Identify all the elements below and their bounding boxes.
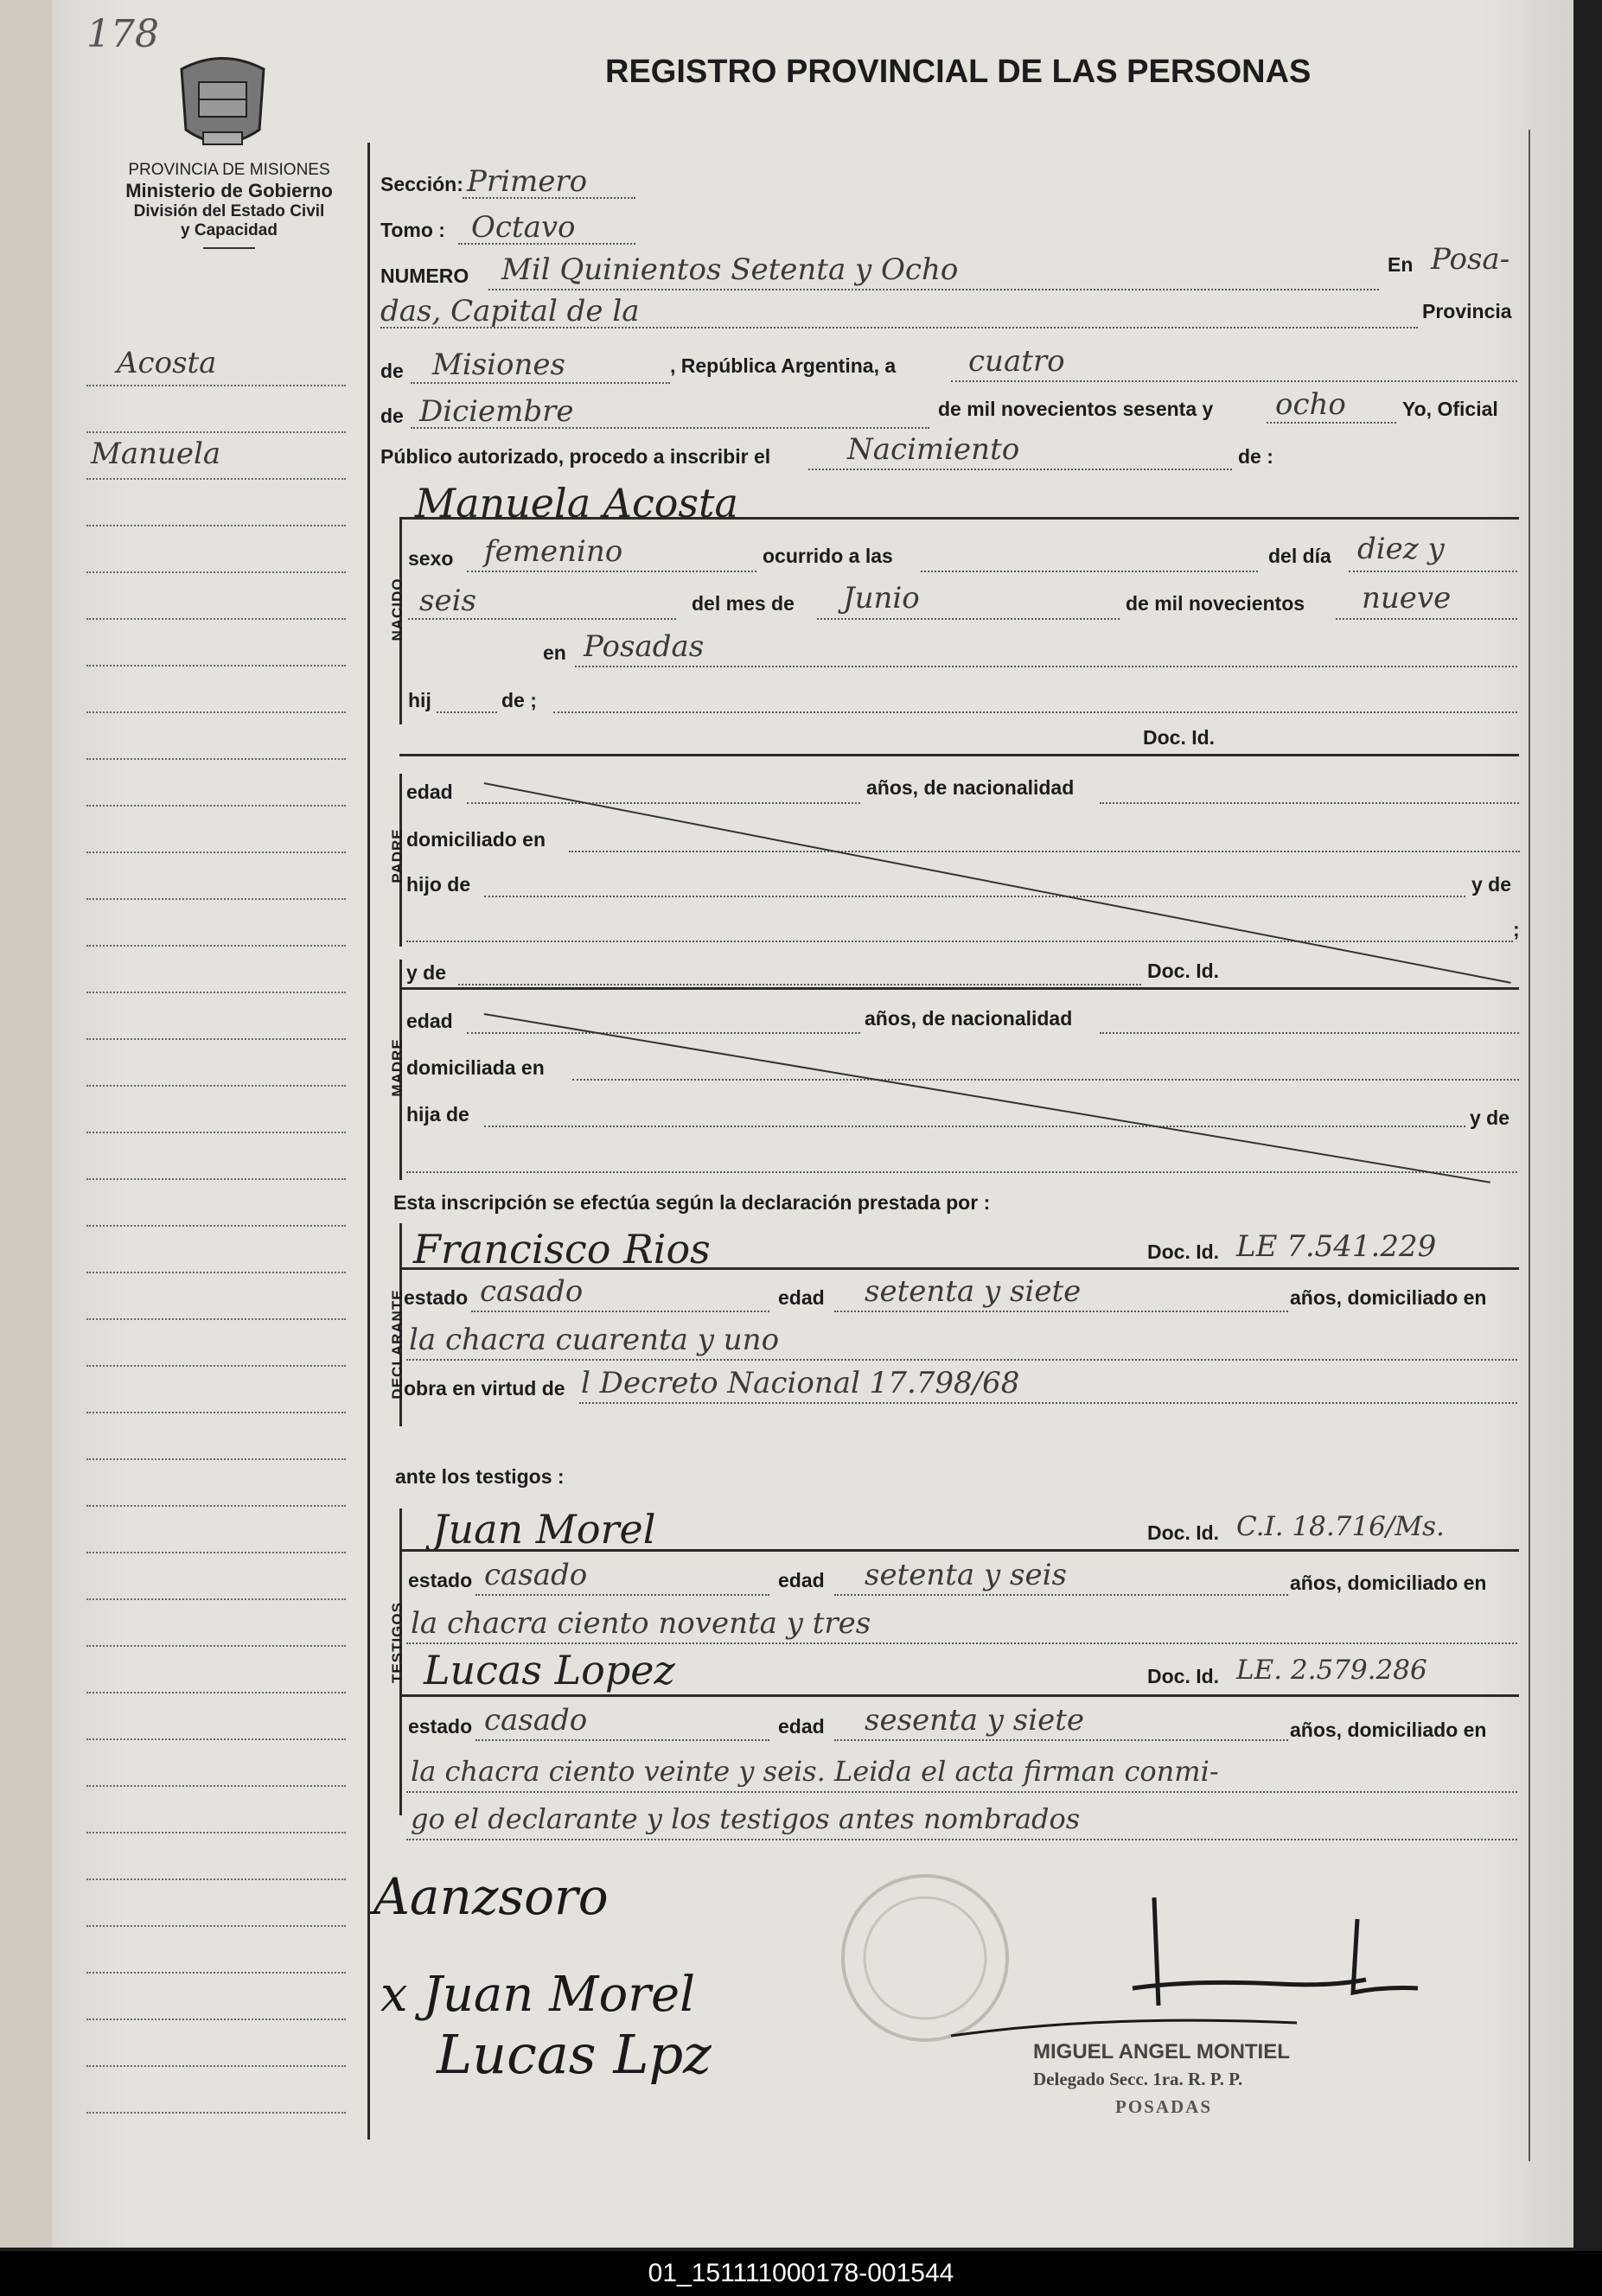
testigo2-estado-line <box>475 1739 769 1741</box>
padre-hijo-label: hijo de <box>406 873 471 896</box>
seccion-line <box>463 197 635 199</box>
testigo2-edad-value: sesenta y siete <box>865 1703 1085 1738</box>
margin-line <box>86 758 346 760</box>
testigo2-edad-line <box>834 1739 1288 1741</box>
padre-domicilio-line <box>569 851 1520 852</box>
child-name-line <box>399 517 1519 520</box>
testigo1-estado-label: estado <box>408 1569 473 1591</box>
margin-line <box>86 1458 346 1460</box>
numero-label: NUMERO <box>380 265 469 287</box>
margin-line <box>86 1692 346 1693</box>
issuer-province: PROVINCIA DE MISIONES <box>128 161 330 179</box>
binding-strip <box>0 0 52 2248</box>
milnov-label: de mil novecientos sesenta y <box>938 398 1214 420</box>
province-line <box>411 382 670 384</box>
declarante-obra-label: obra en virtud de <box>404 1377 565 1400</box>
testigo1-domicilio-value: la chacra ciento noventa y tres <box>411 1606 871 1641</box>
margin-line <box>86 478 346 480</box>
official-city: POSADAS <box>1115 2096 1213 2117</box>
day-value: cuatro <box>968 344 1065 379</box>
form-border-left <box>367 143 370 2140</box>
margin-line <box>86 1552 346 1553</box>
margin-line <box>86 665 346 666</box>
hij-label: hij <box>408 689 431 711</box>
sexo-line <box>467 571 756 572</box>
margin-line <box>86 898 346 900</box>
declarante-edad-line <box>834 1311 1288 1312</box>
folio-number: 178 <box>86 12 159 56</box>
declarante-obra-value: l Decreto Nacional 17.798/68 <box>581 1366 1020 1400</box>
nacido-docid-label: Doc. Id. <box>1143 726 1216 749</box>
margin-line <box>86 2019 346 2020</box>
birth-year-value: nueve <box>1362 581 1452 615</box>
margin-line <box>86 1365 346 1367</box>
testigo1-docid-value: C.I. 18.716/Ms. <box>1236 1511 1445 1542</box>
padre-edad-label: edad <box>406 781 453 803</box>
padre-anios-label: años, de nacionalidad <box>866 776 1075 799</box>
testigo1-domicilio-line <box>406 1642 1517 1644</box>
hij-line <box>437 711 497 713</box>
de3-label: de : <box>1238 445 1273 468</box>
margin-line <box>86 571 346 573</box>
capital-line <box>380 327 1418 328</box>
issuer-block <box>86 161 372 249</box>
right-fold-line <box>1529 130 1530 2161</box>
declarante-docid-value: LE 7.541.229 <box>1236 1229 1437 1264</box>
margin-line <box>86 1505 346 1507</box>
declarante-edad-label: edad <box>778 1286 825 1309</box>
deldia-label: del día <box>1268 545 1331 567</box>
nacido-section-label: NACIDO <box>389 577 405 641</box>
margin-line <box>86 2065 346 2067</box>
testigo1-signature: x Juan Morel <box>380 1967 696 2023</box>
madre-cont-line <box>406 1171 1517 1173</box>
testigo2-docid-value: LE. 2.579.286 <box>1236 1655 1427 1686</box>
declarante-name-line <box>399 1267 1519 1270</box>
margin-line <box>86 1412 346 1413</box>
tomo-line <box>458 243 635 245</box>
birth-place-line <box>575 666 1517 667</box>
testigo1-anios-label: años, domiciliado en <box>1290 1572 1487 1594</box>
file-id-bar <box>0 2251 1602 2296</box>
declarante-section-label: DECLARANTE <box>389 1289 405 1400</box>
padre-domicilio-label: domiciliado en <box>406 828 546 851</box>
day-line <box>951 380 1517 382</box>
sexo-value: femenino <box>484 534 623 569</box>
madre-hija-label: hija de <box>406 1103 469 1126</box>
declarante-name: Francisco Rios <box>413 1226 711 1272</box>
declarante-edad-value: setenta y siete <box>865 1274 1082 1309</box>
testigos-section-label: TESTIGOS <box>389 1602 405 1683</box>
declarante-domicilio-value: la chacra cuarenta y uno <box>409 1323 780 1357</box>
issuer-ministry: Ministerio de Gobierno <box>125 180 333 201</box>
testigo1-docid-label: Doc. Id. <box>1147 1521 1220 1544</box>
month-value: Diciembre <box>419 394 574 429</box>
madre-hija-line <box>484 1126 1465 1127</box>
padre-semicolon: ; <box>1513 918 1520 941</box>
seccion-label: Sección: <box>380 173 463 195</box>
margin-line <box>86 525 346 526</box>
margin-line <box>86 2112 346 2114</box>
margin-name: Manuela <box>91 437 221 471</box>
birth-place-value: Posadas <box>584 629 705 664</box>
year-value: ocho <box>1275 387 1346 422</box>
margin-line <box>86 1645 346 1647</box>
birth-day-line <box>1349 571 1517 572</box>
margin-line <box>86 1038 346 1040</box>
margin-line <box>86 1738 346 1740</box>
margin-line <box>86 1318 346 1320</box>
testigo1-edad-value: setenta y seis <box>865 1558 1067 1592</box>
hij-de-line <box>553 711 1517 713</box>
child-name: Manuela Acosta <box>415 480 738 526</box>
padre-cont-line <box>406 941 1513 942</box>
declarante-obra-line <box>579 1402 1517 1404</box>
declarante-docid-label: Doc. Id. <box>1147 1240 1220 1263</box>
padre-section-label: PADRE <box>389 828 405 883</box>
document-title: REGISTRO PROVINCIAL DE LAS PERSONAS <box>605 54 1312 90</box>
margin-line <box>86 1878 346 1880</box>
year-line <box>1267 422 1396 424</box>
province-value: Misiones <box>432 348 565 382</box>
de2-label: de <box>380 405 404 427</box>
testigo2-name-line <box>399 1694 1519 1697</box>
madre-edad-label: edad <box>406 1010 453 1032</box>
declarante-estado-value: casado <box>480 1274 584 1309</box>
testigo1-estado-line <box>475 1594 769 1596</box>
margin-line <box>86 431 346 433</box>
declarante-estado-line <box>471 1311 769 1312</box>
testigo2-edad-label: edad <box>778 1715 825 1738</box>
testigo1-name-line <box>399 1549 1519 1552</box>
delmes-label: del mes de <box>692 592 795 615</box>
madre-docid-label: Doc. Id. <box>1147 960 1220 982</box>
madre-section-label: MADRE <box>389 1038 405 1097</box>
margin-line <box>86 1972 346 1974</box>
republica-label: , República Argentina, a <box>670 354 897 377</box>
padre-hijo-line <box>484 896 1465 897</box>
testigo2-estado-value: casado <box>484 1703 588 1738</box>
margin-line <box>86 711 346 713</box>
ocurrido-label: ocurrido a las <box>763 545 893 567</box>
tomo-value: Octavo <box>471 210 576 245</box>
madre-anios-label: años, de nacionalidad <box>865 1007 1073 1030</box>
birth-year-line <box>1336 618 1517 620</box>
issuer-division: División del Estado Civil <box>133 202 325 220</box>
declarante-estado-label: estado <box>404 1286 469 1309</box>
milnov2-label: de mil novecientos <box>1126 592 1305 615</box>
margin-line <box>86 1132 346 1133</box>
madre-domicilio-line <box>572 1079 1519 1081</box>
padre-yde-label: y de <box>1471 873 1512 896</box>
file-id: 01_151111000178-001544 <box>648 2259 954 2287</box>
birth-day-line-2 <box>408 618 676 620</box>
yo-label: Yo, Oficial <box>1402 398 1498 420</box>
testigos-intro: ante los testigos : <box>395 1465 565 1488</box>
testigo2-domicilio-value: la chacra ciento veinte y seis. Leida el acta firman conmi- <box>411 1755 1219 1788</box>
declaracion-intro: Esta inscripción se efectúa según la declaración prestada por : <box>393 1191 991 1214</box>
testigo2-signature: Lucas Lpz <box>437 2023 712 2086</box>
declarante-anios-label: años, domiciliado en <box>1290 1286 1487 1309</box>
margin-surname: Acosta <box>117 346 217 380</box>
madre-top-line <box>399 987 1519 990</box>
month-line <box>411 427 929 429</box>
testigo2-anios-label: años, domiciliado en <box>1290 1719 1487 1741</box>
nacido-bottom-line <box>399 754 1519 756</box>
numero-line <box>488 289 1379 290</box>
en-lugar-label: en <box>543 641 566 664</box>
de-label: de <box>380 360 404 382</box>
padre-edad-line <box>467 802 860 804</box>
margin-line <box>86 992 346 993</box>
margin-line <box>86 1272 346 1273</box>
margin-line <box>86 805 346 807</box>
margin-line <box>86 945 346 947</box>
numero-value: Mil Quinientos Setenta y Ocho <box>501 252 959 287</box>
madre-yde-line <box>458 984 1141 985</box>
hora-line <box>921 571 1258 572</box>
madre-yde2-label: y de <box>1470 1107 1510 1129</box>
seccion-value: Primero <box>467 164 588 199</box>
margin-line <box>86 851 346 853</box>
act-type-value: Nacimiento <box>847 432 1020 467</box>
madre-domicilio-label: domiciliada en <box>406 1056 545 1079</box>
margin-line <box>86 1598 346 1600</box>
declarante-signature: Aanzsoro <box>373 1867 609 1926</box>
testigo2-name: Lucas Lopez <box>424 1647 675 1693</box>
coat-of-arms-seal <box>173 48 272 156</box>
birth-month-line <box>817 618 1120 620</box>
en-label: En <box>1388 253 1414 276</box>
publico-label: Público autorizado, procedo a inscribir el <box>380 445 771 468</box>
testigo1-edad-line <box>834 1594 1288 1596</box>
margin-line <box>86 1785 346 1787</box>
issuer-division-2: y Capacidad <box>181 221 278 239</box>
madre-nacionalidad-line <box>1100 1032 1519 1034</box>
official-signature <box>934 1885 1470 2057</box>
margin-line <box>86 618 346 620</box>
testigo1-edad-label: edad <box>778 1569 825 1591</box>
margin-line <box>86 1225 346 1227</box>
madre-yde-label: y de <box>406 961 447 984</box>
issuer-divider <box>203 247 255 249</box>
closing-text: go el declarante y los testigos antes nombrados <box>411 1802 1081 1835</box>
sexo-label: sexo <box>408 547 454 570</box>
en-value: Posa- <box>1431 242 1510 277</box>
official-role: Delegado Secc. 1ra. R. P. P. <box>1033 2069 1243 2089</box>
birth-day-value: diez y <box>1357 532 1445 566</box>
hij-de-label: de ; <box>501 689 537 711</box>
margin-line <box>86 1178 346 1180</box>
margin-line <box>86 1832 346 1834</box>
margin-line <box>86 1925 346 1927</box>
birth-day-value-2: seis <box>419 584 476 618</box>
testigo2-domicilio-line <box>406 1791 1517 1793</box>
testigo1-name: Juan Morel <box>432 1506 656 1553</box>
closing-line <box>406 1839 1517 1840</box>
provincia-label: Provincia <box>1422 300 1512 322</box>
capital-value: das, Capital de la <box>380 294 640 328</box>
declarante-domicilio-line <box>406 1359 1517 1361</box>
tomo-label: Tomo : <box>380 219 445 241</box>
testigo2-estado-label: estado <box>408 1715 473 1738</box>
birth-month-value: Junio <box>843 581 920 615</box>
margin-line <box>86 1085 346 1087</box>
margin-line <box>86 385 346 386</box>
testigo2-docid-label: Doc. Id. <box>1147 1665 1220 1687</box>
padre-nacionalidad-line <box>1100 802 1519 804</box>
madre-edad-line <box>467 1032 860 1034</box>
act-type-line <box>808 469 1232 470</box>
testigo1-estado-value: casado <box>484 1558 588 1592</box>
official-name: MIGUEL ANGEL MONTIEL <box>1033 2040 1290 2063</box>
